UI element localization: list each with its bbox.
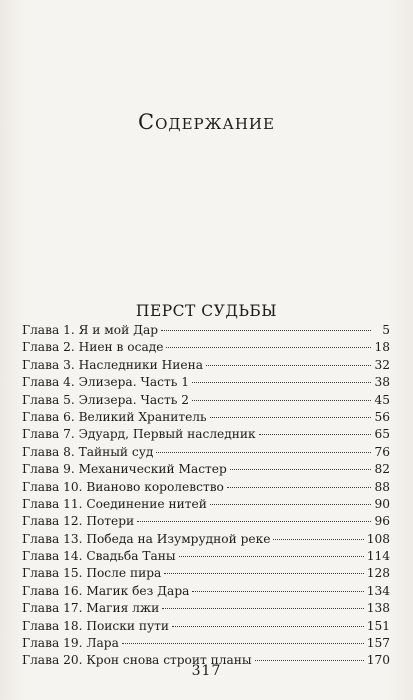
dot-leader <box>122 643 364 644</box>
toc-entry-label: Глава 11. Соединение нитей <box>22 496 207 511</box>
dot-leader <box>230 469 371 470</box>
toc-entry <box>22 409 390 426</box>
toc-entry-label: Глава 9. Механический Мастер <box>22 462 227 477</box>
toc-entry <box>22 479 390 496</box>
table-of-contents <box>22 322 390 670</box>
toc-entry <box>22 357 390 374</box>
toc-entry <box>22 339 390 356</box>
toc-entry-page: 108 <box>366 531 390 546</box>
toc-entry <box>22 374 390 391</box>
dot-leader <box>137 521 371 522</box>
toc-entry-page: 134 <box>366 583 390 598</box>
toc-entry-label: Глава 14. Свадьба Таны <box>22 549 176 564</box>
dot-leader <box>172 626 364 627</box>
toc-entry-label: Глава 7. Эдуард, Первый наследник <box>22 427 256 442</box>
toc-entry <box>22 513 390 530</box>
toc-entry-label: Глава 6. Великий Хранитель <box>22 409 207 424</box>
dot-leader <box>192 382 371 383</box>
toc-entry-page: 88 <box>374 479 390 494</box>
toc-entry <box>22 392 390 409</box>
toc-entry-page: 114 <box>366 549 390 564</box>
toc-entry-page: 90 <box>374 496 390 511</box>
toc-entry-label: Глава 1. Я и мой Дар <box>22 323 159 337</box>
toc-entry-label: Глава 13. Победа на Изумрудной реке <box>22 531 271 546</box>
toc-entry-page: 5 <box>382 323 390 337</box>
dot-leader <box>164 573 363 574</box>
toc-entry-page: 138 <box>366 601 390 616</box>
toc-entry-label: Глава 4. Элизера. Часть 1 <box>22 375 189 390</box>
dot-leader <box>179 556 364 557</box>
toc-entry-page: 45 <box>374 392 390 407</box>
toc-entry-label: Глава 19. Лара <box>22 636 119 651</box>
toc-entry-page: 170 <box>366 653 390 668</box>
toc-entry <box>22 565 390 582</box>
toc-entry <box>22 583 390 600</box>
toc-entry-label: Глава 18. Поиски пути <box>22 618 170 633</box>
toc-entry-page: 65 <box>374 427 390 442</box>
toc-entry-page: 56 <box>374 409 390 424</box>
toc-entry-page: 76 <box>374 444 390 459</box>
toc-entry-label: Глава 3. Наследники Ниена <box>22 357 203 372</box>
toc-entry-page: 38 <box>374 375 390 390</box>
toc-entry <box>22 618 390 635</box>
toc-entry-label: Глава 2. Ниен в осаде <box>22 340 164 355</box>
toc-entry-label: Глава 17. Магия лжи <box>22 601 160 616</box>
toc-entry-label: Глава 8. Тайный суд <box>22 444 154 459</box>
page-title: Содержание <box>138 110 275 135</box>
toc-entry <box>22 496 390 513</box>
page-number: 317 <box>191 663 222 679</box>
dot-leader <box>255 660 364 661</box>
toc-entry <box>22 444 390 461</box>
toc-entry-label: Глава 12. Потери <box>22 514 135 529</box>
dot-leader <box>161 330 371 331</box>
dot-leader <box>273 539 363 540</box>
dot-leader <box>210 504 371 505</box>
dot-leader <box>259 434 371 435</box>
toc-entry-label: Глава 5. Элизера. Часть 2 <box>22 392 189 407</box>
toc-entry-label: Глава 16. Магик без Дара <box>22 583 190 598</box>
dot-leader <box>227 487 371 488</box>
dot-leader <box>210 417 371 418</box>
dot-leader <box>192 591 363 592</box>
toc-entry-page: 18 <box>374 340 390 355</box>
toc-entry <box>22 322 390 339</box>
toc-entry <box>22 461 390 478</box>
toc-entry-page: 151 <box>366 618 390 633</box>
toc-entry <box>22 635 390 652</box>
toc-entry-page: 157 <box>366 636 390 651</box>
toc-entry-label: Глава 20. Крон снова строит планы <box>22 653 252 668</box>
toc-entry-page: 32 <box>374 357 390 372</box>
toc-entry-label: Глава 10. Вианово королевство <box>22 479 224 494</box>
dot-leader <box>166 347 371 348</box>
toc-entry <box>22 531 390 548</box>
dot-leader <box>162 608 364 609</box>
dot-leader <box>206 365 371 366</box>
toc-entry-page: 82 <box>374 462 390 477</box>
toc-entry <box>22 426 390 443</box>
toc-entry <box>22 600 390 617</box>
toc-entry-page: 96 <box>374 514 390 529</box>
toc-entry <box>22 548 390 565</box>
section-heading: ПЕРСТ СУДЬБЫ <box>135 302 278 320</box>
toc-entry-label: Глава 15. После пира <box>22 566 162 581</box>
dot-leader <box>156 452 371 453</box>
dot-leader <box>192 400 371 401</box>
toc-entry-page: 128 <box>366 566 390 581</box>
